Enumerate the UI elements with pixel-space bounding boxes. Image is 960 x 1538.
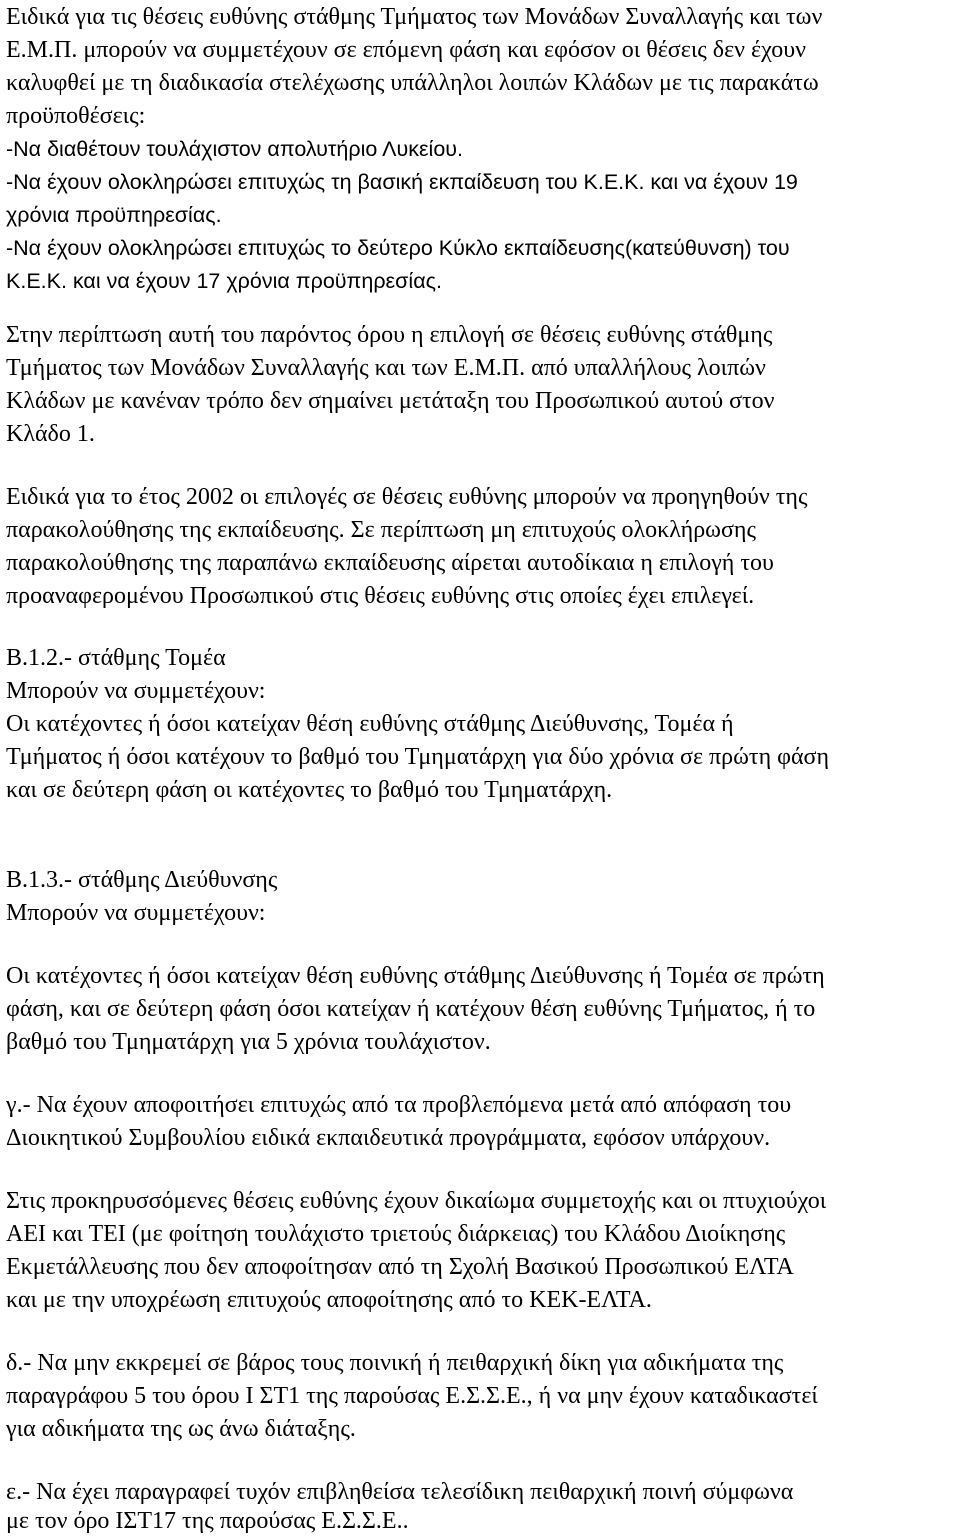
text-line: για αδικήματα της ως άνω διάταξης. [6,1416,356,1442]
text-line: και σε δεύτερη φάση οι κατέχοντες το βαθμό του Τμηματάρχη. [6,777,613,803]
text-line: προϋποθέσεις: [6,103,146,129]
section-heading: Β.1.2.- στάθμης Τομέα [6,645,226,671]
text-line: Μπορούν να συμμετέχουν: [6,900,266,926]
text-line: ε.- Να έχει παραγραφεί τυχόν επιβληθείσα τελεσίδικη πειθαρχική ποινή σύμφωνα [6,1479,794,1505]
text-line: Κλάδο 1. [6,421,95,447]
requirement-line: χρόνια προϋπηρεσίας. [6,203,222,227]
text-line: Εκμετάλλευσης που δεν αποφοίτησαν από τη Σχολή Βασικού Προσωπικού ΕΛΤΑ [6,1254,794,1280]
text-line: με τον όρο ΙΣΤ17 της παρούσας Ε.Σ.Σ.Ε.. [6,1508,409,1534]
text-line: Στις προκηρυσσόμενες θέσεις ευθύνης έχουν δικαίωμα συμμετοχής και οι πτυχιούχοι [6,1188,827,1214]
text-line: Διοικητικού Συμβουλίου ειδικά εκπαιδευτικά προγράμματα, εφόσον υπάρχουν. [6,1125,771,1151]
text-line: Οι κατέχοντες ή όσοι κατείχαν θέση ευθύνης στάθμης Διεύθυνσης, Τομέα ή [6,711,734,737]
text-line: φάση, και σε δεύτερη φάση όσοι κατείχαν ή κατέχουν θέση ευθύνης Τμήματος, ή το [6,996,816,1022]
text-line: Οι κατέχοντες ή όσοι κατείχαν θέση ευθύνης στάθμης Διεύθυνσης ή Τομέα σε πρώτη [6,963,825,989]
text-line: καλυφθεί με τη διαδικασία στελέχωσης υπάλληλοι λοιπών Κλάδων με τις παρακάτω [6,70,819,96]
text-line: Μπορούν να συμμετέχουν: [6,678,266,704]
requirement-line: -Να έχουν ολοκληρώσει επιτυχώς το δεύτερο Κύκλο εκπαίδευσης(κατεύθυνση) του [6,236,790,260]
section-heading: Β.1.3.- στάθμης Διεύθυνσης [6,867,278,893]
text-line: δ.- Να μην εκκρεμεί σε βάρος τους ποινική ή πειθαρχική δίκη για αδικήματα της [6,1350,784,1376]
requirement-line: -Να έχουν ολοκληρώσει επιτυχώς τη βασική εκπαίδευση του Κ.Ε.Κ. και να έχουν 19 [6,170,798,194]
text-line: Ε.Μ.Π. μπορούν να συμμετέχουν σε επόμενη φάση και εφόσον οι θέσεις δεν έχουν [6,37,806,63]
requirement-line: Κ.Ε.Κ. και να έχουν 17 χρόνια προϋπηρεσίας. [6,269,442,293]
text-line: παραγράφου 5 του όρου Ι ΣΤ1 της παρούσας Ε.Σ.Σ.Ε., ή να μην έχουν καταδικαστεί [6,1383,818,1409]
text-line: παρακολούθησης της παραπάνω εκπαίδευσης αίρεται αυτοδίκαια η επιλογή του [6,550,774,576]
text-line: προαναφερομένου Προσωπικού στις θέσεις ευθύνης στις οποίες έχει επιλεγεί. [6,583,755,609]
text-line: Ειδικά για το έτος 2002 οι επιλογές σε θέσεις ευθύνης μπορούν να προηγηθούν της [6,484,808,510]
text-line: ΑΕΙ και ΤΕΙ (με φοίτηση τουλάχιστο τριετούς διάρκειας) του Κλάδου Διοίκησης [6,1221,786,1247]
text-line: Κλάδων με κανέναν τρόπο δεν σημαίνει μετάταξη του Προσωπικού αυτού στον [6,388,775,414]
text-line: Ειδικά για τις θέσεις ευθύνης στάθμης Τμήματος των Μονάδων Συναλλαγής και των [6,4,823,30]
text-line: παρακολούθησης της εκπαίδευσης. Σε περίπτωση μη επιτυχούς ολοκλήρωσης [6,517,756,543]
text-line: γ.- Να έχουν αποφοιτήσει επιτυχώς από τα προβλεπόμενα μετά από απόφαση του [6,1092,792,1118]
text-line: Τμήματος των Μονάδων Συναλλαγής και των Ε.Μ.Π. από υπαλλήλους λοιπών [6,355,766,381]
text-line: βαθμό του Τμηματάρχη για 5 χρόνια τουλάχιστον. [6,1029,491,1055]
requirement-line: -Να διαθέτουν τουλάχιστον απολυτήριο Λυκείου. [6,137,464,161]
text-line: και με την υποχρέωση επιτυχούς αποφοίτησης από το ΚΕΚ-ΕΛΤΑ. [6,1287,652,1313]
text-line: Στην περίπτωση αυτή του παρόντος όρου η επιλογή σε θέσεις ευθύνης στάθμης [6,322,773,348]
text-line: Τμήματος ή όσοι κατέχουν το βαθμό του Τμηματάρχη για δύο χρόνια σε πρώτη φάση [6,744,830,770]
